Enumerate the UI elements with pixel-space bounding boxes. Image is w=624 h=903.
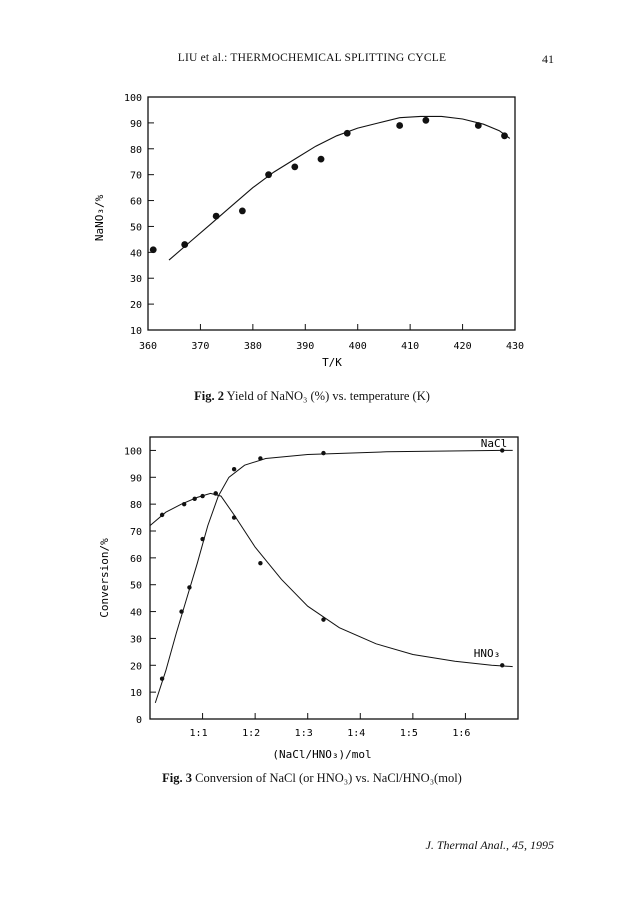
x-tick-label: 360: [138, 341, 158, 352]
running-title: LIU et al.: THERMOCHEMICAL SPLITTING CYCLE: [177, 52, 447, 64]
x-tick-label: 430: [505, 341, 525, 352]
x-tick-label: 370: [191, 341, 210, 352]
data-point: [182, 502, 186, 506]
y-tick-label: 50: [129, 580, 142, 592]
x-tick-label: 410: [401, 341, 420, 352]
data-point: [200, 537, 204, 541]
y-tick-label: 90: [129, 473, 142, 485]
figure-3-caption: [0, 771, 624, 786]
x-tick-label: 1:5: [399, 728, 418, 739]
data-point: [179, 609, 183, 613]
x-axis-label: T/K: [322, 356, 342, 369]
y-tick-label: 70: [129, 170, 142, 182]
data-point: [321, 451, 325, 455]
y-tick-label: 10: [129, 688, 142, 700]
data-point: [258, 456, 262, 460]
data-point: [160, 513, 164, 517]
x-tick-label: 400: [348, 341, 367, 352]
x-tick-label: 1:2: [242, 728, 261, 739]
x-tick-label: 1:3: [294, 728, 313, 739]
data-point: [500, 663, 504, 667]
series-line: [150, 493, 513, 666]
data-point: [232, 515, 236, 519]
x-tick-label: 1:4: [347, 728, 366, 739]
y-tick-label: 80: [129, 144, 142, 156]
x-tick-label: 420: [453, 341, 472, 352]
figure-3-caption-label: Fig. 3: [162, 771, 193, 785]
x-axis-label: (NaCl/HNO₃)/mol: [272, 748, 372, 761]
y-tick-label: 100: [123, 446, 142, 458]
x-tick-label: 1:1: [189, 728, 208, 739]
y-tick-label: 40: [129, 607, 142, 619]
y-tick-label: 50: [129, 222, 142, 234]
data-point: [200, 494, 204, 498]
page-number: 41: [542, 52, 554, 66]
series-line: [155, 450, 512, 703]
y-tick-label: 80: [129, 500, 142, 512]
y-tick-label: 0: [135, 715, 142, 726]
x-tick-label: 380: [243, 341, 262, 352]
figure-2-caption-text: Yield of NaNO₃ (%) vs. temperature (K): [226, 389, 430, 403]
x-tick-label: 390: [296, 341, 315, 352]
y-tick-label: 60: [129, 196, 142, 208]
y-tick-label: 30: [129, 274, 142, 286]
y-tick-label: 40: [129, 248, 142, 260]
series-label: HNO₃: [473, 647, 501, 660]
data-point: [232, 467, 236, 471]
y-tick-label: 70: [129, 527, 142, 538]
y-axis-label: NaNO₃/%: [93, 194, 106, 242]
journal-citation: J. Thermal Anal., 45, 1995: [425, 838, 554, 852]
y-tick-label: 10: [129, 326, 142, 337]
y-tick-label: 100: [123, 93, 142, 104]
plot-frame: [150, 437, 518, 719]
data-point: [258, 561, 262, 565]
figure-3-caption-text: Conversion of NaCl (or HNO₃) vs. NaCl/HNO₃(mol): [195, 771, 462, 785]
series-label: NaCl: [480, 437, 508, 450]
figure-2-caption-label: Fig. 2: [194, 389, 224, 403]
x-tick-label: 1:6: [452, 728, 471, 739]
y-tick-label: 20: [129, 300, 142, 312]
y-tick-label: 20: [129, 661, 142, 673]
y-axis-label: Conversion/%: [98, 538, 111, 618]
data-point: [187, 585, 191, 589]
data-point: [160, 677, 164, 681]
y-tick-label: 30: [129, 634, 142, 646]
y-tick-label: 60: [129, 553, 142, 565]
data-point: [321, 617, 325, 621]
y-tick-label: 90: [129, 118, 142, 130]
data-point: [214, 491, 218, 495]
data-point: [192, 497, 196, 501]
